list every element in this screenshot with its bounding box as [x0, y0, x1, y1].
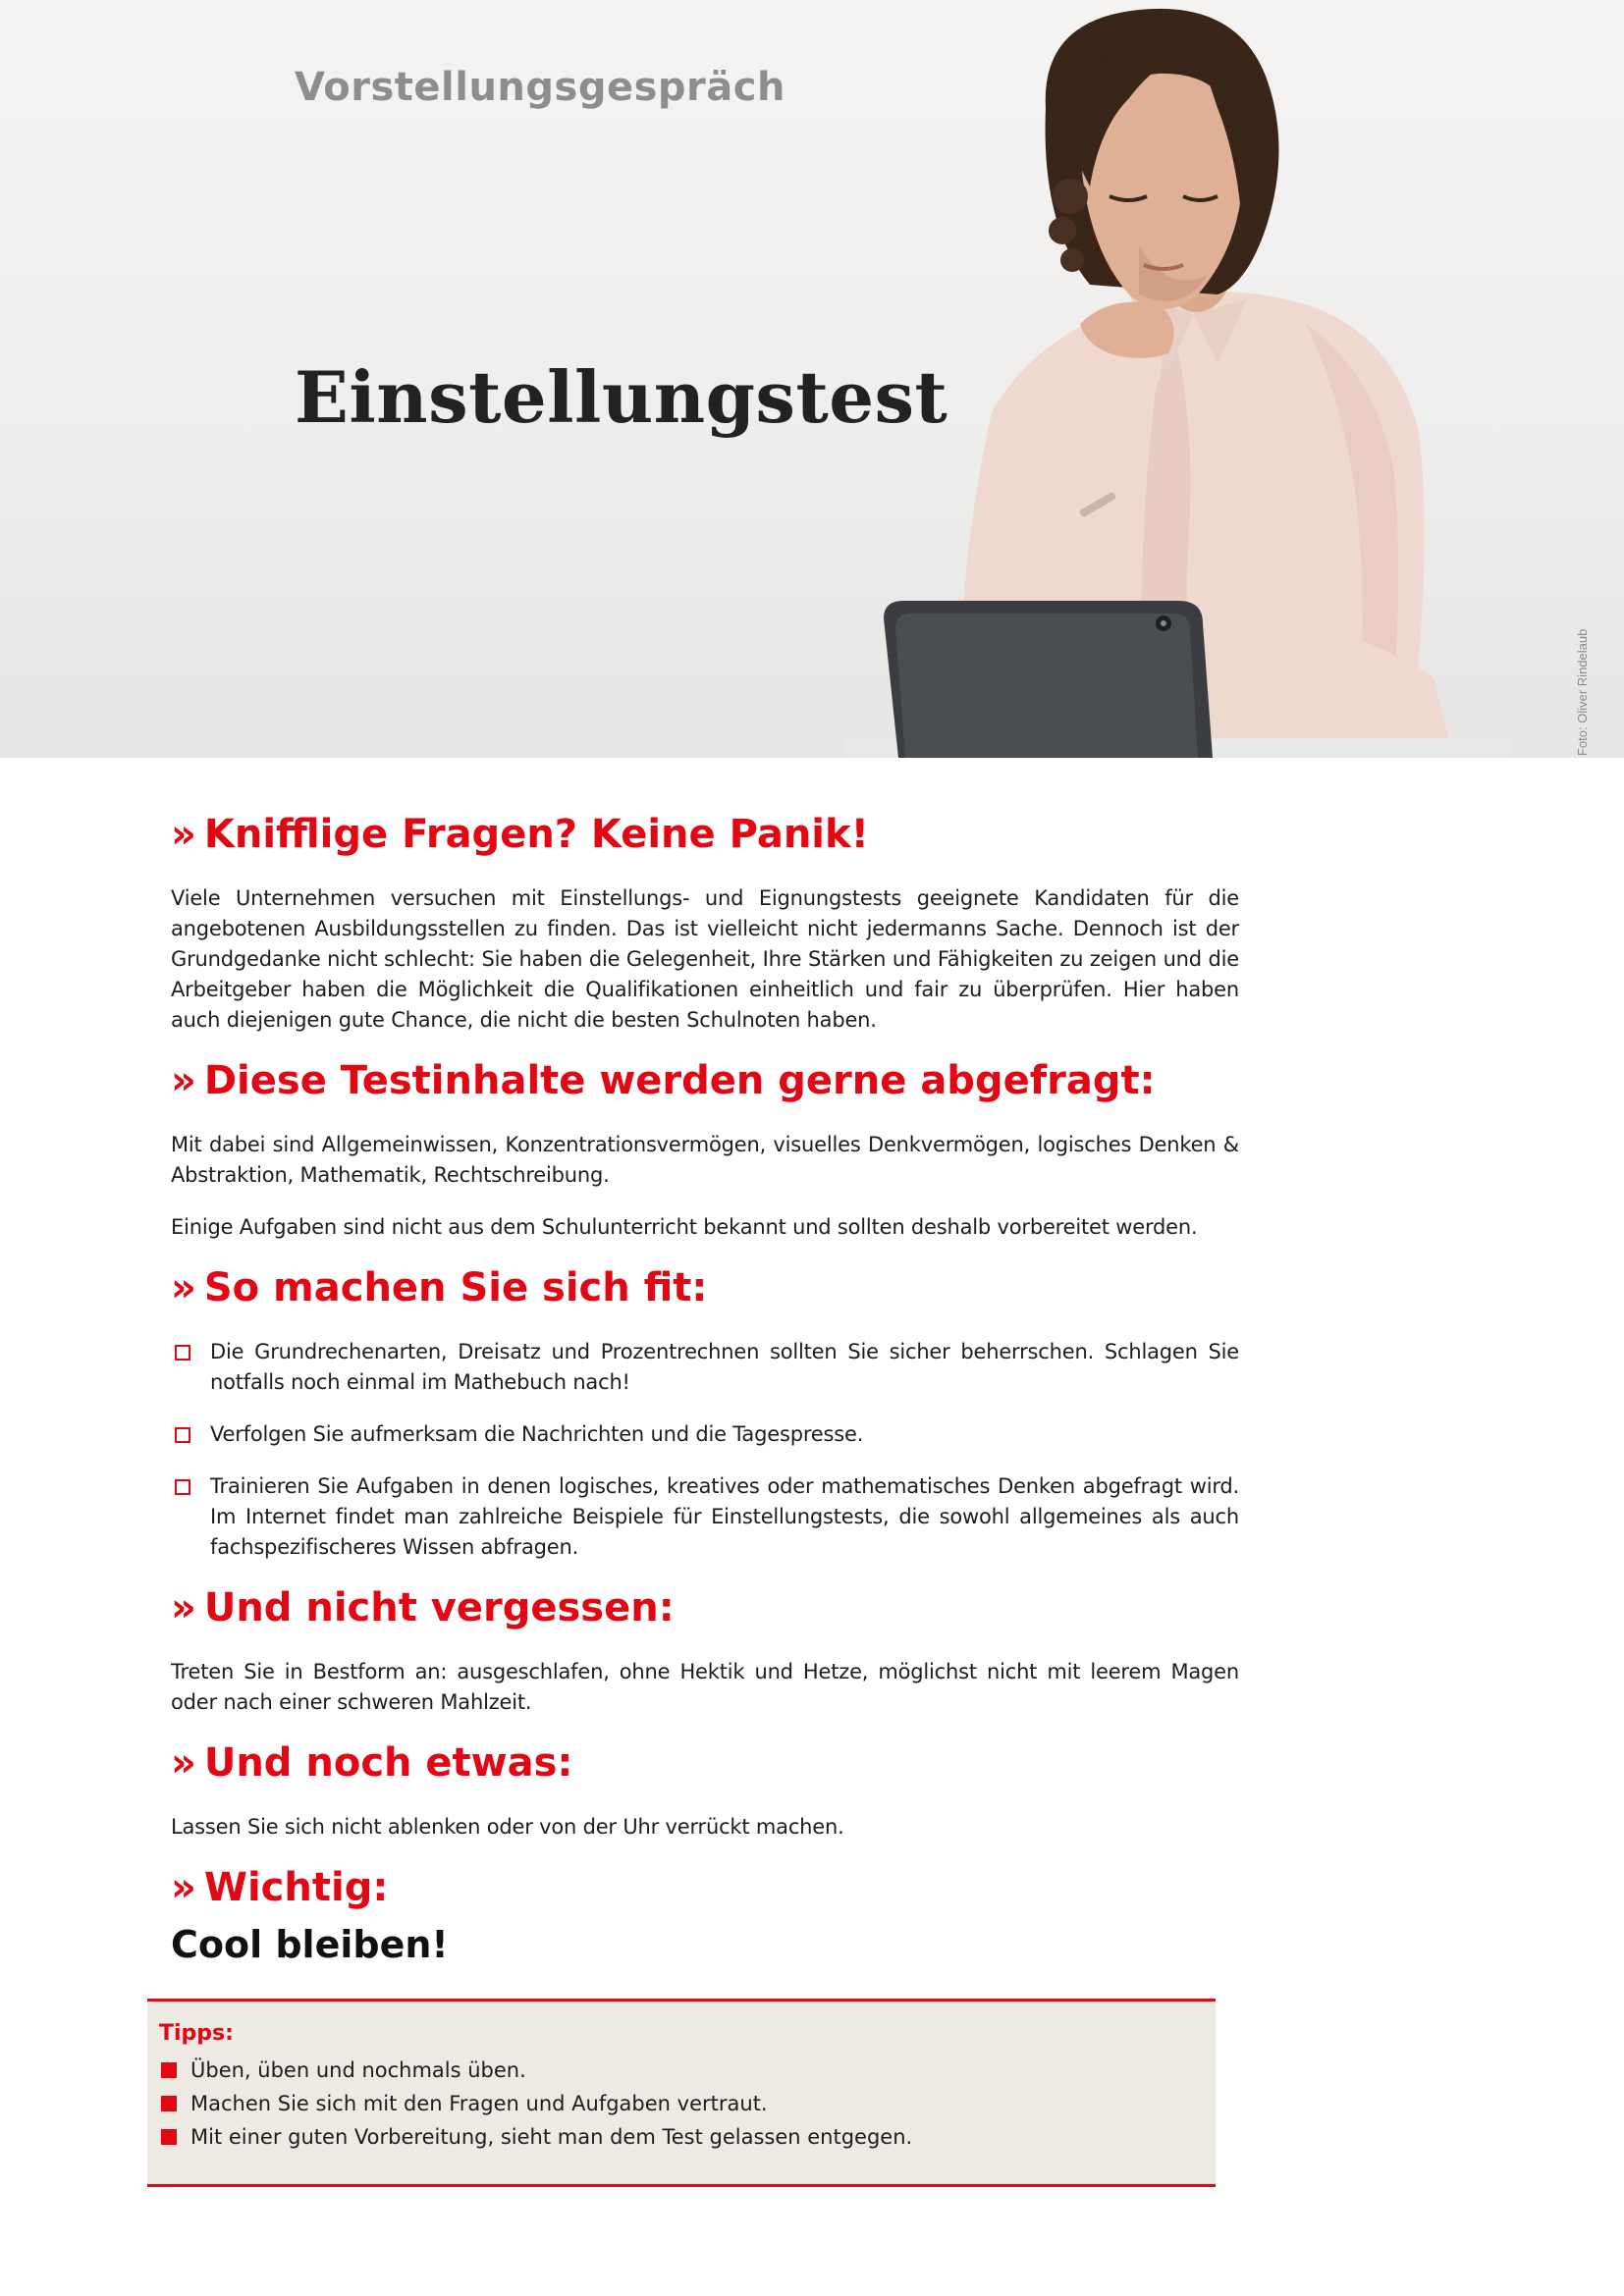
photo-credit: Foto: Oliver Rindelaub [1575, 628, 1590, 756]
checklist-item [171, 1337, 1239, 1398]
tips-title: Tipps: [159, 2021, 234, 2046]
section-important [171, 1864, 1239, 1966]
heading-text: Wichtig: [203, 1865, 389, 1910]
square-bullet-icon [161, 2129, 177, 2145]
hero-photo-illustration [844, 0, 1512, 758]
article-body [171, 811, 1239, 1966]
tip-item [159, 2087, 1216, 2120]
tip-text: Mit einer guten Vorbereitung, sieht man dem Test gelassen entgegen. [190, 2125, 913, 2149]
tip-text: Üben, üben und nochmals üben. [190, 2058, 526, 2082]
tips-box [147, 1999, 1216, 2187]
tip-text: Machen Sie sich mit den Fragen und Aufgaben vertraut. [190, 2092, 768, 2115]
heading-text: Und noch etwas: [203, 1740, 573, 1786]
heading-text: Knifflige Fragen? Keine Panik! [203, 812, 869, 857]
square-bullet-icon [161, 2096, 177, 2111]
section-heading [171, 811, 1239, 858]
checkbox-icon [175, 1427, 190, 1443]
raquo-icon: » [171, 1740, 196, 1786]
checklist-text: Trainieren Sie Aufgaben in denen logisches, kreatives oder mathematisches Denken abgefragt wird. Im Internet findet man zahlreiche Beispiele für Einstellungstests, die sowohl allgemeines als auch fachspezifischeres Wissen abfragen. [210, 1474, 1239, 1559]
section-one-more-thing [171, 1739, 1239, 1842]
section-heading [171, 1057, 1239, 1104]
hero-banner [0, 0, 1624, 758]
section-dont-forget [171, 1584, 1239, 1718]
square-bullet-icon [161, 2062, 177, 2078]
raquo-icon: » [171, 1058, 196, 1103]
tips-list [159, 2054, 1216, 2154]
section-test-contents [171, 1057, 1239, 1243]
checklist-item [171, 1471, 1239, 1563]
raquo-icon: » [171, 1585, 196, 1630]
checklist-text: Die Grundrechenarten, Dreisatz und Prozentrechnen sollten Sie sicher beherrschen. Schlagen Sie notfalls noch einmal im Mathebuch nach! [210, 1340, 1239, 1394]
checklist-text: Verfolgen Sie aufmerksam die Nachrichten und die Tagespresse. [210, 1422, 864, 1446]
raquo-icon: » [171, 1265, 196, 1310]
heading-text: Und nicht vergessen: [203, 1585, 675, 1630]
raquo-icon: » [171, 812, 196, 857]
test-contents-paragraph: Mit dabei sind Allgemeinwissen, Konzentrationsvermögen, visuelles Denkvermögen, logisches Denken & Abstraktion, Mathematik, Rechtschreibung. [171, 1133, 1239, 1187]
page-title: Einstellungstest [295, 355, 948, 439]
important-statement: Cool bleiben! [171, 1923, 449, 1966]
heading-text: So machen Sie sich fit: [203, 1265, 708, 1310]
tip-item [159, 2120, 1216, 2154]
checkbox-icon [175, 1479, 190, 1495]
section-heading [171, 1264, 1239, 1311]
intro-paragraph: Viele Unternehmen versuchen mit Einstellungs- und Eignungstests geeignete Kandidaten für die angebotenen Ausbildungsstellen zu finden. Das ist vielleicht nicht jedermanns Sache. Dennoch ist der Grundgedanke nicht schlecht: Sie haben die Gelegenheit, Ihre Stärken und Fähigkeiten zu zeigen und die Arbeitgeber haben die Möglichkeit die Qualifikationen einheitlich und fair zu überprüfen. Hier haben auch diejenigen gute Chance, die nicht die besten Schulnoten haben. [171, 886, 1239, 1032]
fit-checklist [171, 1337, 1239, 1563]
section-heading [171, 1584, 1239, 1631]
one-more-thing-paragraph: Lassen Sie sich nicht ablenken oder von der Uhr verrückt machen. [171, 1815, 844, 1839]
raquo-icon: » [171, 1865, 196, 1910]
section-kicker: Vorstellungsgespräch [295, 65, 785, 110]
section-heading [171, 1739, 1239, 1787]
section-intro [171, 811, 1239, 1036]
section-heading [171, 1864, 1239, 1911]
test-prep-paragraph: Einige Aufgaben sind nicht aus dem Schulunterricht bekannt und sollten deshalb vorbereitet werden. [171, 1215, 1198, 1239]
section-get-fit [171, 1264, 1239, 1563]
checklist-item [171, 1419, 1239, 1450]
dont-forget-paragraph: Treten Sie in Bestform an: ausgeschlafen, ohne Hektik und Hetze, möglichst nicht mit leerem Magen oder nach einer schweren Mahlzeit. [171, 1660, 1239, 1714]
tip-item [159, 2054, 1216, 2087]
heading-text: Diese Testinhalte werden gerne abgefragt: [203, 1058, 1156, 1103]
checkbox-icon [175, 1345, 190, 1361]
